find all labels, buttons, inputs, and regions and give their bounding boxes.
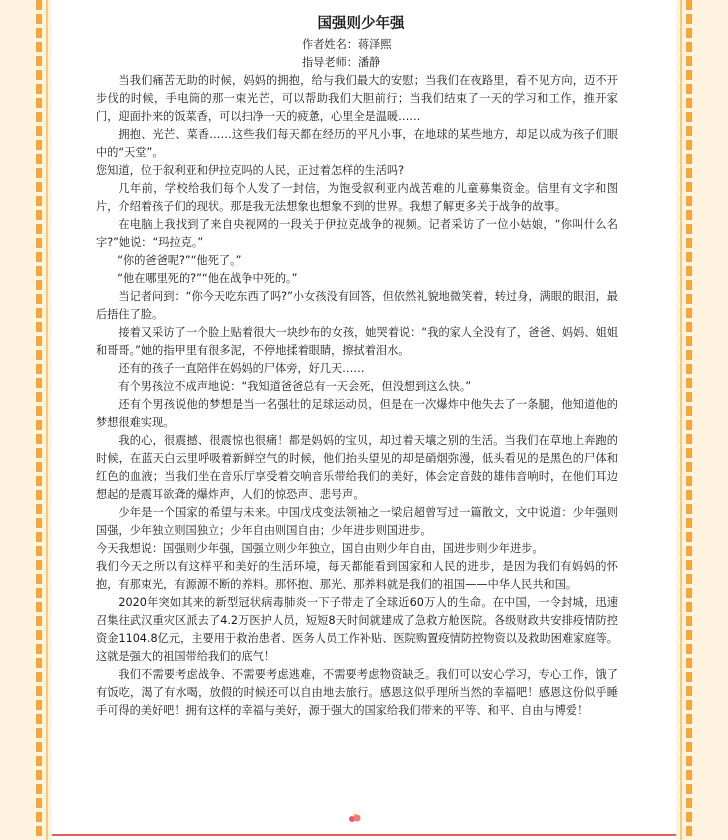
paragraph: 我的心，很震撼、很震惊也很痛！都是妈妈的宝贝，却过着天壤之别的生活。当我们在草地上奔跑的时候，在蓝天白云里呼吸着新鲜空气的时候，他们抬头望见的却是硝烟弥漫，低头看见的是黑色的尸体和红色的血液；当我们坐在音乐厅享受着交响音乐带给我们的美好，体会定音鼓的雄伟音响时，在他们耳边想起的是震耳欲聋的爆炸声，人们的惊恐声、悲号声。 [96,434,618,501]
left-border-inner-line [46,0,48,840]
right-border-decoration [686,0,692,840]
essay-content [96,12,618,720]
paragraph: 2020年突如其来的新型冠状病毒肺炎一下子带走了全球近60万人的生命。在中国，一令封城，迅速召集往武汉重灾区派去了4.2万医护人员，短短8天时间就建成了急救方舱医院。各级财政共安排疫情防控资金1104.8亿元，主要用于救治患者、医务人员工作补贴、医院购置疫情防控物资以及救助困难家庭等。这就是强大的祖国带给我们的底气！ [96,596,618,663]
paragraph: “你的爸爸呢?”“他死了。” [117,254,242,267]
paragraph: 还有的孩子一直陪伴在妈妈的尸体旁，好几天…… [118,362,365,375]
paragraph: 几年前，学校给我们每个人发了一封信，为饱受叙利亚内战苦难的儿童募集资金。信里有文字和图片，介绍着孩子们的现状。那是我无法想象也想象不到的世界。我想了解更多关于战争的故事。 [96,182,618,213]
paragraph: 在电脑上我找到了来自央视网的一段关于伊拉克战争的视频。记者采访了一位小姑娘，“你叫什么名字?”她说：“玛拉克。” [96,218,618,249]
bottom-divider [52,834,676,836]
essay-title: 国强则少年强 [317,16,405,32]
paragraph: 有个男孩泣不成声地说：“我知道爸爸总有一天会死，但没想到这么快。” [118,380,472,393]
paragraph: 今天我想说：国强则少年强，国强立则少年独立，国自由则少年自由，国进步则少年进步。 [96,542,544,555]
document-page [52,0,676,840]
paragraph: 拥抱、光芒、菜香……这些我们每天都在经历的平凡小事，在地球的某些地方，却足以成为孩子们眼中的“天堂”。 [96,128,618,159]
paragraph: 我们今天之所以有这样平和美好的生活环境，每天都能看到国家和人民的进步，是因为我们有妈妈的怀抱，有那束光，有源源不断的养料。那怀抱、那光、那养料就是我们的祖国——中华人民共和国。 [96,560,618,591]
right-border-inner-line [680,0,682,840]
author-line: 作者姓名：蒋泽熙 [302,38,392,51]
paragraph: 当我们痛苦无助的时候，妈妈的拥抱，给与我们最大的安慰；当我们在夜路里，看不见方向，迈不开步伐的时候，手电筒的那一束光芒，可以帮助我们大胆前行；当我们结束了一天的学习和工作，推开家门，迎面扑来的饭菜香，可以扫净一天的疲惫，心里全是温暖…… [96,74,618,123]
paragraph: “他在哪里死的?”“他在战争中死的。” [117,272,298,285]
paragraph: 我们不需要考虑战争、不需要考虑逃难，不需要考虑物资缺乏。我们可以安心学习，专心工作，饿了有饭吃，渴了有水喝，放假的时候还可以自由地去旅行。感恩这似乎理所当然的幸福吧！感恩这份似乎睡手可得的美好吧！拥有这样的幸福与美好，源于强大的国家给我们带来的平等、和平、自由与博爱！ [96,668,618,717]
teacher-line: 指导老师：潘静 [302,56,381,69]
left-border-decoration [36,0,42,840]
flower-decoration-icon [348,814,362,824]
paragraph: 您知道，位于叙利亚和伊拉克吗的人民，正过着怎样的生活吗? [96,164,405,177]
paragraph: 接着又采访了一个脸上贴着很大一块纱布的女孩，她哭着说：“我的家人全没有了，爸爸、妈妈、姐姐和哥哥。”她的指甲里有很多泥，不停地揉着眼睛，擦拭着泪水。 [96,326,618,357]
paragraph: 少年是一个国家的希望与未来。中国戊戌变法领袖之一梁启超曾写过一篇散文，文中说道：少年强则国强，少年独立则国独立；少年自由则国自由；少年进步则国进步。 [96,506,618,537]
paragraph: 还有个男孩说他的梦想是当一名强壮的足球运动员，但是在一次爆炸中他失去了一条腿，他知道他的梦想很难实现。 [96,398,618,429]
paragraph: 当记者问到：“你今天吃东西了吗?”小女孩没有回答，但依然礼貌地微笑着，转过身，满眼的眼泪，最后捂住了脸。 [96,290,618,321]
